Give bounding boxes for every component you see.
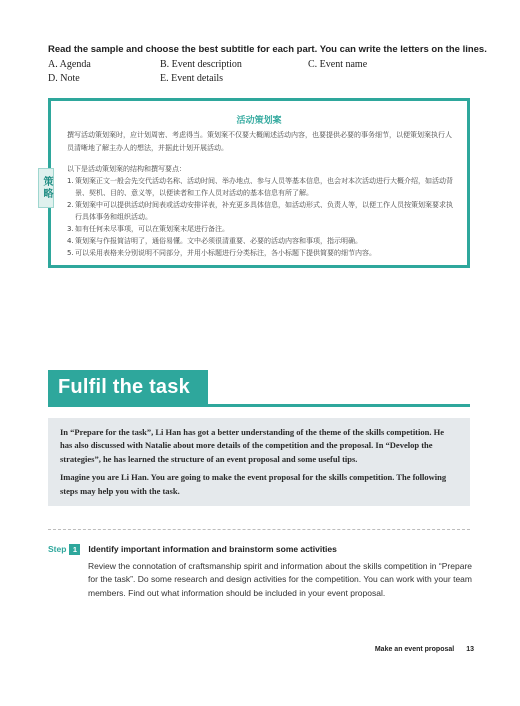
strategy-list — [67, 175, 457, 259]
step-title: Identify important information and brainstorm some activities — [88, 544, 337, 554]
option-c: C. Event name — [308, 59, 368, 70]
step-label: Step — [48, 544, 67, 554]
section-banner: Fulfil the task — [48, 370, 208, 404]
item-text: 可以采用表格来分别说明不同部分，并用小标题进行分类标注，各小标题下提供简要的细节内容。 — [75, 249, 376, 257]
banner-rule — [48, 404, 470, 407]
option-d: D. Note — [48, 73, 80, 84]
strategy-item — [67, 223, 457, 235]
item-number: 4. — [67, 237, 74, 245]
task-description-box — [48, 418, 470, 506]
strategy-title: 活动策划案 — [236, 116, 282, 126]
item-text: 策划案与作报简洁明了，通俗易懂。文中必须很清重要、必要的活动内容和事项，指示明确。 — [75, 237, 362, 245]
task-paragraph: Imagine you are Li Han. You are going to make the event proposal for the skills competition. The following steps may help you with the task. — [60, 472, 447, 496]
subtitle-options — [48, 58, 468, 86]
strategy-box — [48, 98, 470, 268]
options-row — [48, 72, 468, 86]
item-text: 策划案中可以提供活动时间表或活动安排详表，补充更多具体信息，如活动形式、负责人等，以便工作人员按策划案要求执行具体事务和组织活动。 — [75, 201, 453, 221]
strategy-lead: 以下是活动策划案的结构和撰写要点： — [67, 165, 186, 173]
item-text: 如有任何未尽事项，可以在策划案末尾进行备注。 — [75, 225, 229, 233]
item-number: 1. — [67, 177, 74, 185]
dashed-divider — [48, 529, 470, 530]
item-number: 2. — [67, 201, 74, 209]
step-body: Review the connotation of craftsmanship spirit and information about the skills competition in “Prepare for the task”. Do some research and design activities for the competition. You can work with your team members. Find out what information should be included in your event proposal. — [88, 561, 472, 598]
option-a: A. Agenda — [48, 59, 91, 70]
strategy-side-tab: 策略 — [38, 168, 54, 208]
footer-label: Make an event proposal — [374, 646, 455, 653]
strategy-item — [67, 175, 457, 199]
strategy-item — [67, 247, 457, 259]
instruction-text: Read the sample and choose the best subtitle for each part. You can write the letters on the lines. — [48, 44, 487, 55]
item-text: 策划案正文一般会先交代活动名称、活动时间、举办地点、参与人员等基本信息，也会对本次活动进行大概介绍，如活动背景、契机、目的、意义等，以便读者和工作人员对活动的基本信息有所了解。 — [75, 177, 453, 197]
page-footer — [0, 646, 474, 653]
page-number: 13 — [466, 646, 474, 653]
strategy-item — [67, 235, 457, 247]
options-row — [48, 58, 468, 72]
option-b: B. Event description — [160, 59, 242, 70]
step-heading — [48, 542, 470, 556]
item-number: 5. — [67, 249, 74, 257]
strategy-item — [67, 199, 457, 223]
option-e: E. Event details — [160, 73, 224, 84]
task-paragraph: In “Prepare for the task”, Li Han has got a better understanding of the theme of the skills competition. He has also discussed with Natalie about more details of the competition and the proposal. In “Develop the strategies”, he has learned the structure of an event proposal and some useful tips. — [60, 427, 444, 464]
strategy-intro: 撰写活动策划案时，应计划周密、考虑得当。策划案不仅要大概阐述活动内容，也要提供必要的事务细节，以便策划案执行人员清晰地了解主办人的想法，并据此计划开展活动。 — [67, 131, 452, 152]
item-number: 3. — [67, 225, 74, 233]
step-number-badge: 1 — [69, 544, 80, 555]
